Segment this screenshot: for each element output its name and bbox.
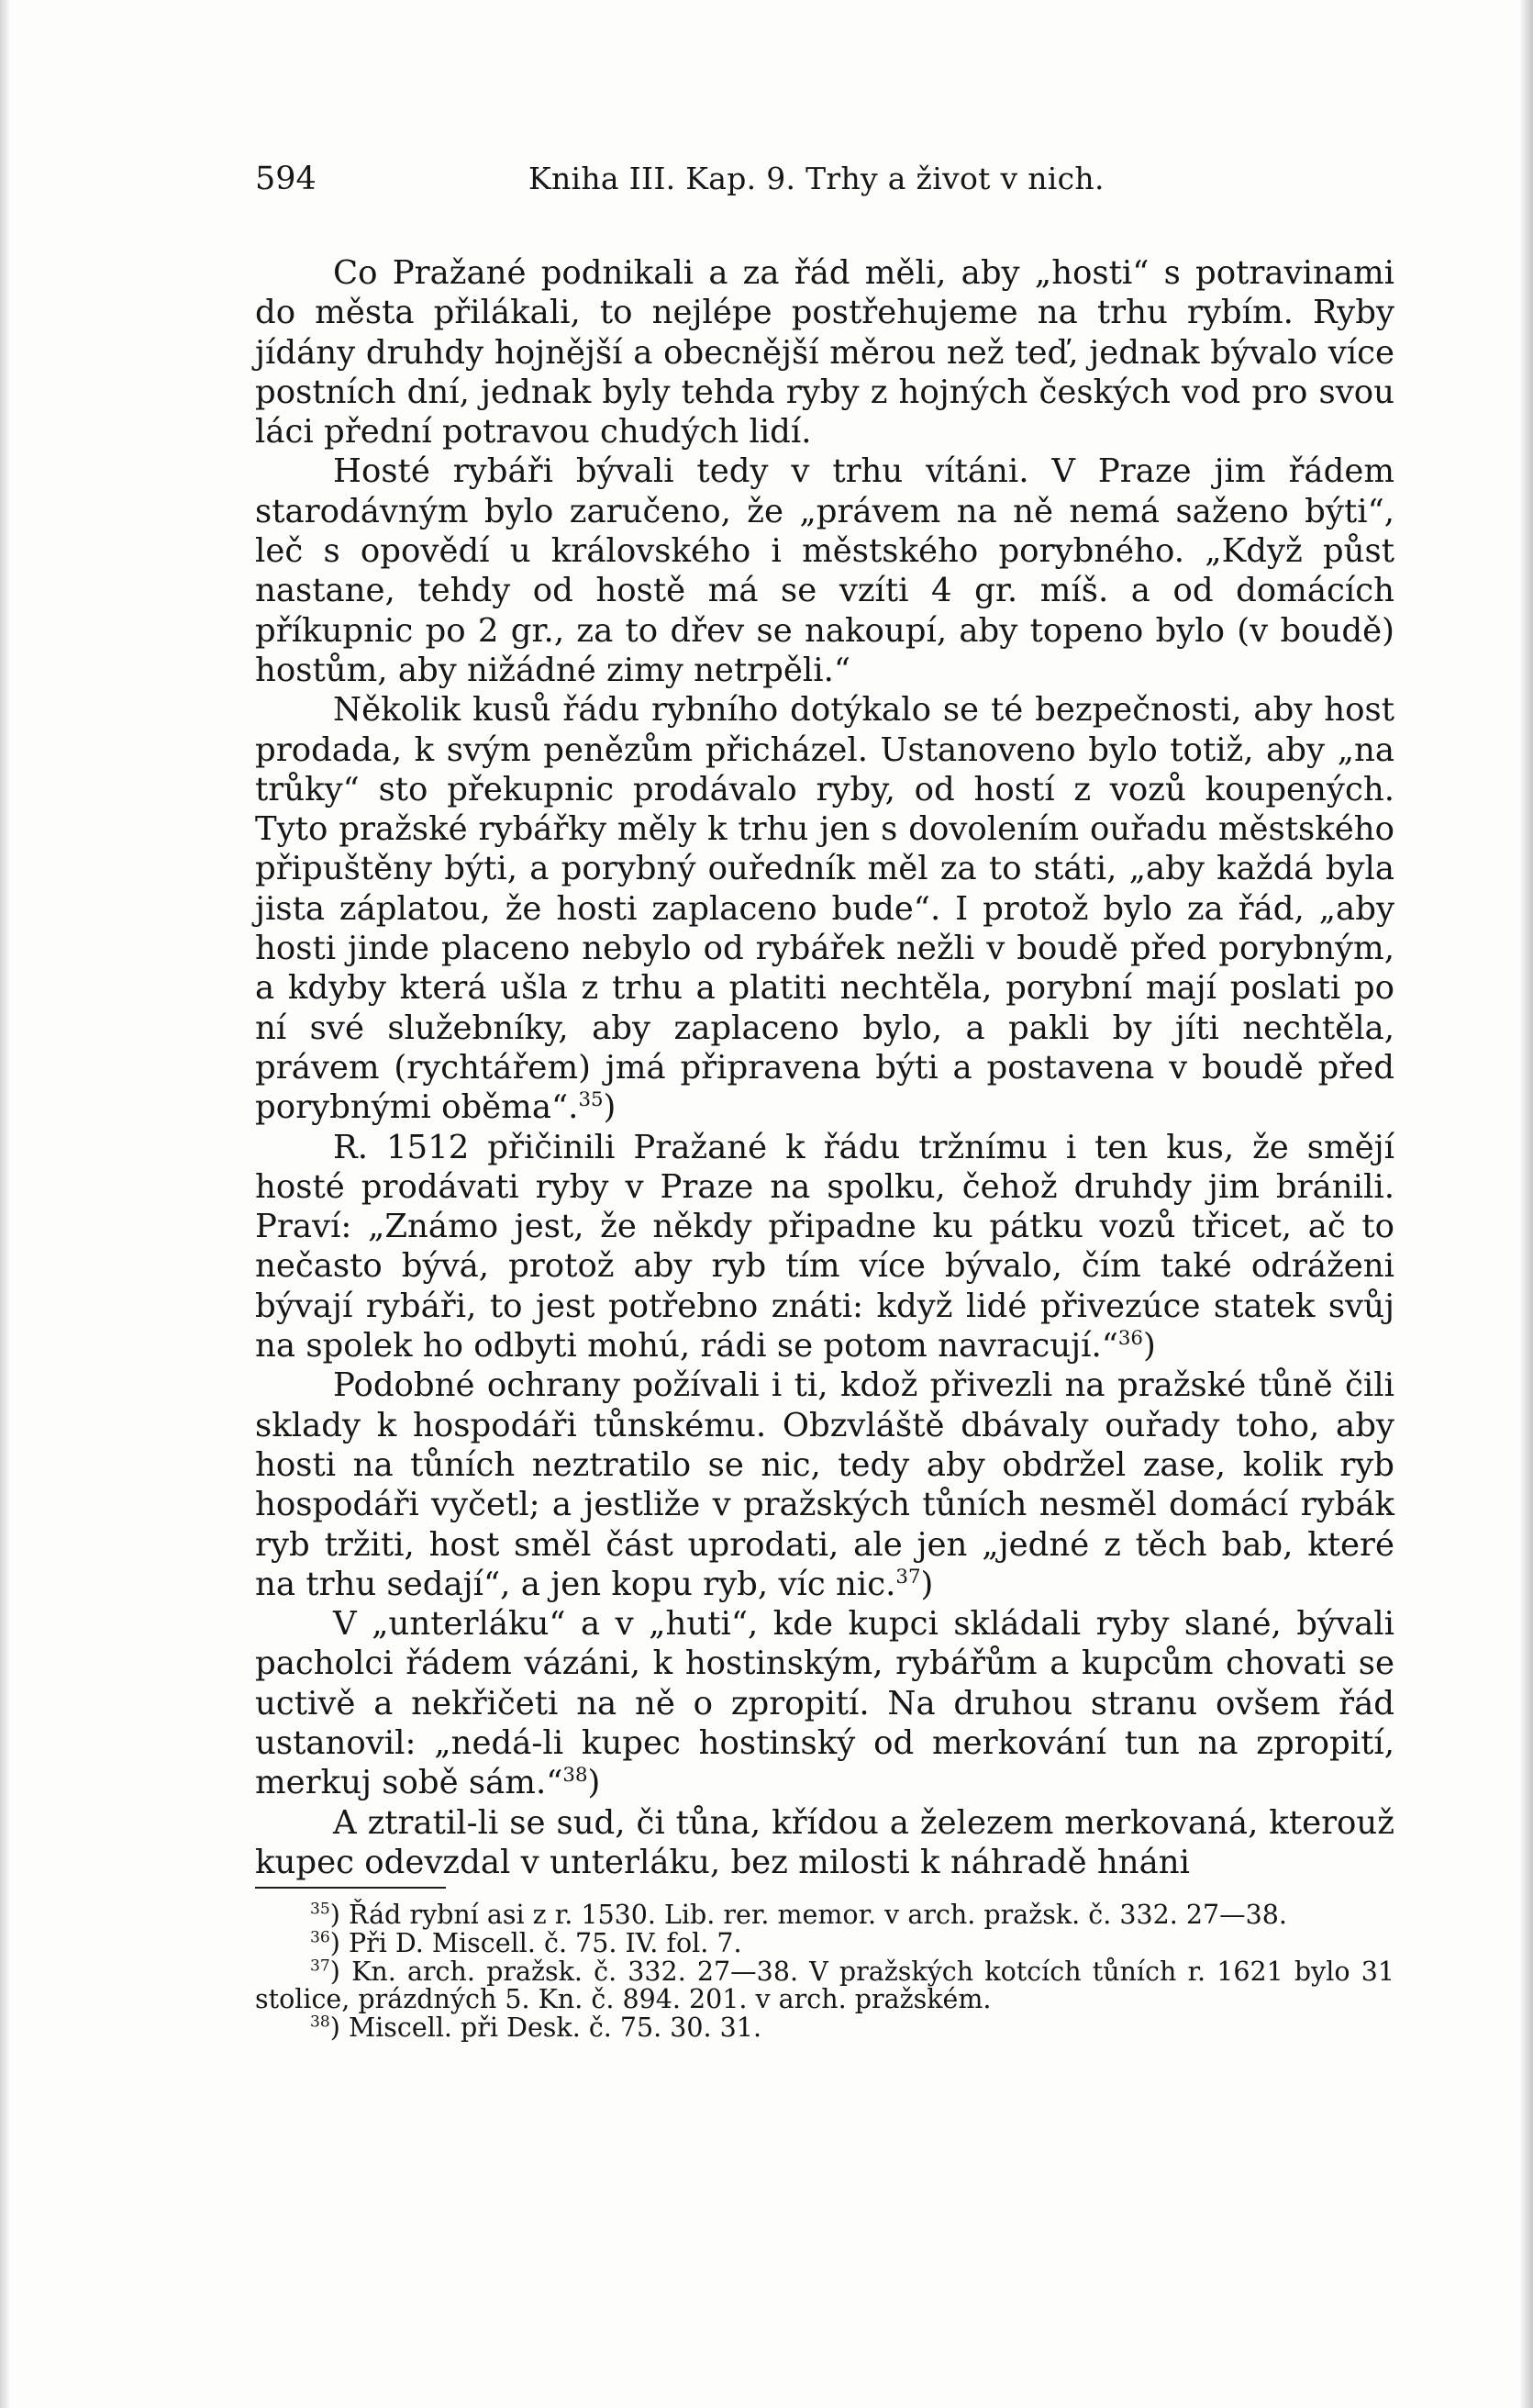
- page-edge-left: [0, 0, 9, 2408]
- paragraph: Několik kusů řádu rybního dotýkalo se té bezpečnosti, aby host prodada, k svým penězům přicházel. Ustanoveno bylo totiž, aby „na trůky“ sto překupnic prodávalo ryby, od hostí z vozů koupených. Tyto pražské rybářky měly k trhu jen s dovolením ouřadu městského připuštěny býti, a porybný ouředník měl za to státi, „aby každá byla jista záplatou, že hosti zaplaceno bude“. I protož bylo za řád, „aby hosti jinde placeno nebylo od rybářek nežli v boudě před porybným, a kdyby která ušla z trhu a platiti nechtěla, porybní mají poslati po ní své služebníky, aby zaplaceno bylo, a pakli by jíti nechtěla, právem (rychtářem) jmá připravena býti a postavena v boudě před porybnými oběma“.$^{35}$): [255, 691, 1394, 1127]
- footnote-number: 38: [310, 2012, 330, 2032]
- paragraph: A ztratil-li se sud, či tůna, křídou a železem merkovaná, kterouž kupec odevzdal v unterláku, bez milosti k náhradě hnáni: [255, 1803, 1394, 1881]
- paragraph: R. 1512 přičinili Pražané k řádu tržnímu i ten kus, že smějí hosté prodávati ryby v Praze na spolku, čehož druhdy jim bránili. Praví: „Známo jest, že někdy připadne ku pátku vozů třicet, ač to nečasto bývá, protož aby ryb tím více bývalo, čím také odráženi bývají rybáři, to jest potřebno znáti: když lidé přivezúce statek svůj na spolek ho odbyti mohú, rádi se potom navracují.“$^{36}$): [255, 1128, 1394, 1366]
- footnote-number: 35: [310, 1900, 330, 1919]
- main-text: [255, 253, 1394, 1882]
- paragraph: Co Pražané podnikali a za řád měli, aby „hosti“ s potravinami do města přilákali, to nejlépe postřehujeme na trhu rybím. Ryby jídány druhdy hojnější a obecnější měrou než teď, jednak bývalo více postních dní, jednak byly tehda ryby z hojných českých vod pro svou láci přední potravou chudých lidí.: [255, 254, 1394, 452]
- footnote: $^{38}$) Miscell. při Desk. č. 75. 30. 31.: [310, 2012, 761, 2044]
- paragraph: V „unterláku“ a v „huti“, kde kupci skládali ryby slané, bývali pacholci řádem vázáni, k hostinským, rybářům a kupcům chovati se uctivě a nekřičeti na ně o zpropití. Na druhou stranu ovšem řád ustanovil: „nedá-li kupec hostinský od merkování tun na zpropití, merkuj sobě sám.“$^{38}$): [255, 1605, 1394, 1802]
- footnote-separator: [255, 1887, 446, 1889]
- page-number: 594: [255, 161, 317, 197]
- page-header: [255, 156, 1394, 202]
- footnotes: [255, 1901, 1394, 2043]
- footnote: $^{36}$) Při D. Miscell. č. 75. IV. fol. 7.: [310, 1927, 742, 1958]
- page-edge-right: [1520, 0, 1533, 2408]
- footnote-ref: 37: [895, 1565, 921, 1589]
- footnote: $^{37}$) Kn. arch. pražsk. č. 332. 27—38. V pražských kotcích tůních r. 1621 bylo 31 stolice, prázdných 5. Kn. č. 894. 201. v arch. pražském.: [255, 1956, 1394, 2015]
- running-head: Kniha III. Kap. 9. Trhy a život v nich.: [528, 161, 1105, 196]
- footnote-number: 37: [310, 1956, 330, 1976]
- footnote: $^{35}$) Řád rybní asi z r. 1530. Lib. rer. memor. v arch. pražsk. č. 332. 27—38.: [310, 1900, 1287, 1930]
- footnote-number: 36: [310, 1928, 330, 1947]
- footnote-ref: 38: [562, 1764, 588, 1788]
- footnote-ref: 36: [1117, 1327, 1143, 1351]
- paragraph: Podobné ochrany požívali i ti, kdož přivezli na pražské tůně čili sklady k hospodáři tůnskému. Obzvláště dbávaly ouřady toho, aby hosti na tůních neztratilo se nic, tedy aby obdržel zase, kolik ryb hospodáři vyčetl; a jestliže v pražských tůních nesměl domácí rybák ryb tržiti, host směl část uprodati, ale jen „jedné z těch bab, které na trhu sedají“, a jen kopu ryb, víc nic.$^{37}$): [255, 1366, 1394, 1603]
- paragraph: Hosté rybáři bývali tedy v trhu vítáni. V Praze jim řádem starodávným bylo zaručeno, že „právem na ně nemá saženo býti“, leč s opovědí u královského i městského porybného. „Když půst nastane, tehdy od hostě má se vzíti 4 gr. míš. a od domácích příkupnic po 2 gr., za to dřev se nakoupí, aby topeno bylo (v boudě) hostům, aby nižádné zimy netrpěli.“: [255, 452, 1394, 689]
- footnote-ref: 35: [578, 1088, 604, 1112]
